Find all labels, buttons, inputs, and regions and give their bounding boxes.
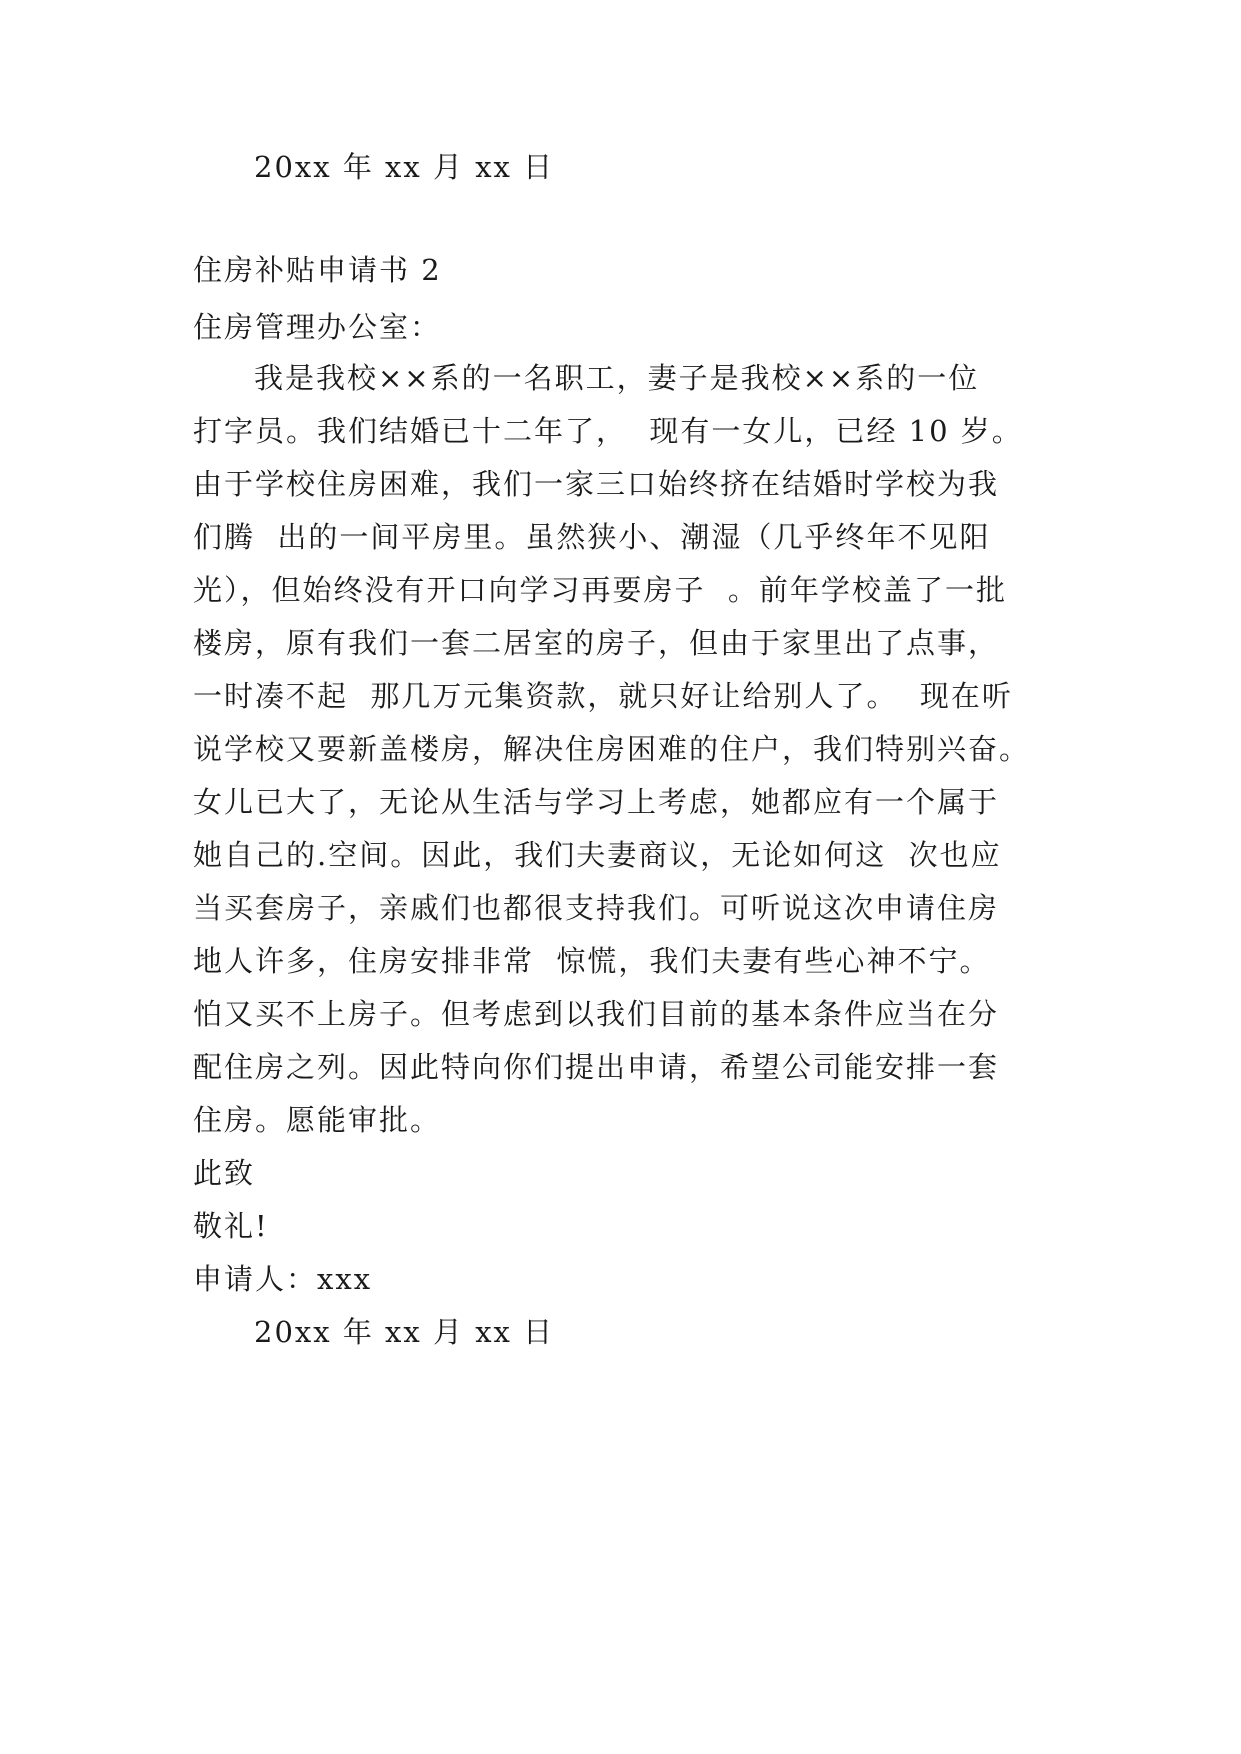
body-line: 女儿已大了，无论从生活与学习上考虑，她都应有一个属于 [193,785,1000,819]
body-line: 住房。愿能审批。 [193,1103,442,1137]
body-line: 她自己的.空间。因此，我们夫妻商议，无论如何这 次也应 [193,838,1002,872]
body-line: 配住房之列。因此特向你们提出申请，希望公司能安排一套 [193,1050,1000,1084]
body-line: 当买套房子，亲戚们也都很支持我们。可听说这次申请住房 [193,891,1000,925]
previous-date: 20xx 年 xx 月 xx 日 [254,150,555,184]
document-title: 住房补贴申请书 2 [193,253,442,287]
body-line: 地人许多，住房安排非常 惊慌，我们夫妻有些心神不宁。 [193,944,991,978]
salutation: 住房管理办公室： [193,310,442,344]
closing-regards: 此致 [193,1156,256,1190]
closing-salute: 敬礼! [193,1209,269,1243]
applicant-line: 申请人：xxx [193,1262,373,1296]
signature-date: 20xx 年 xx 月 xx 日 [254,1315,555,1349]
body-line: 由于学校住房困难，我们一家三口始终挤在结婚时学校为我 [193,467,1000,501]
body-line: 一时凑不起 那几万元集资款，就只好让给别人了。 现在听 [193,679,1013,713]
body-line: 们腾 出的一间平房里。虽然狭小、潮湿（几乎终年不见阳 [193,520,991,554]
body-line: 说学校又要新盖楼房，解决住房困难的住户，我们特别兴奋。 [193,732,1031,766]
body-line: 我是我校××系的一名职工，妻子是我校××系的一位 [254,361,980,395]
body-line: 楼房，原有我们一套二居室的房子，但由于家里出了点事， [193,626,1000,660]
body-line: 怕又买不上房子。但考虑到以我们目前的基本条件应当在分 [193,997,1000,1031]
body-line: 光），但始终没有开口向学习再要房子 。前年学校盖了一批 [193,573,1007,607]
body-line: 打字员。我们结婚已十二年了， 现有一女儿，已经 10 岁。 [193,414,1023,448]
